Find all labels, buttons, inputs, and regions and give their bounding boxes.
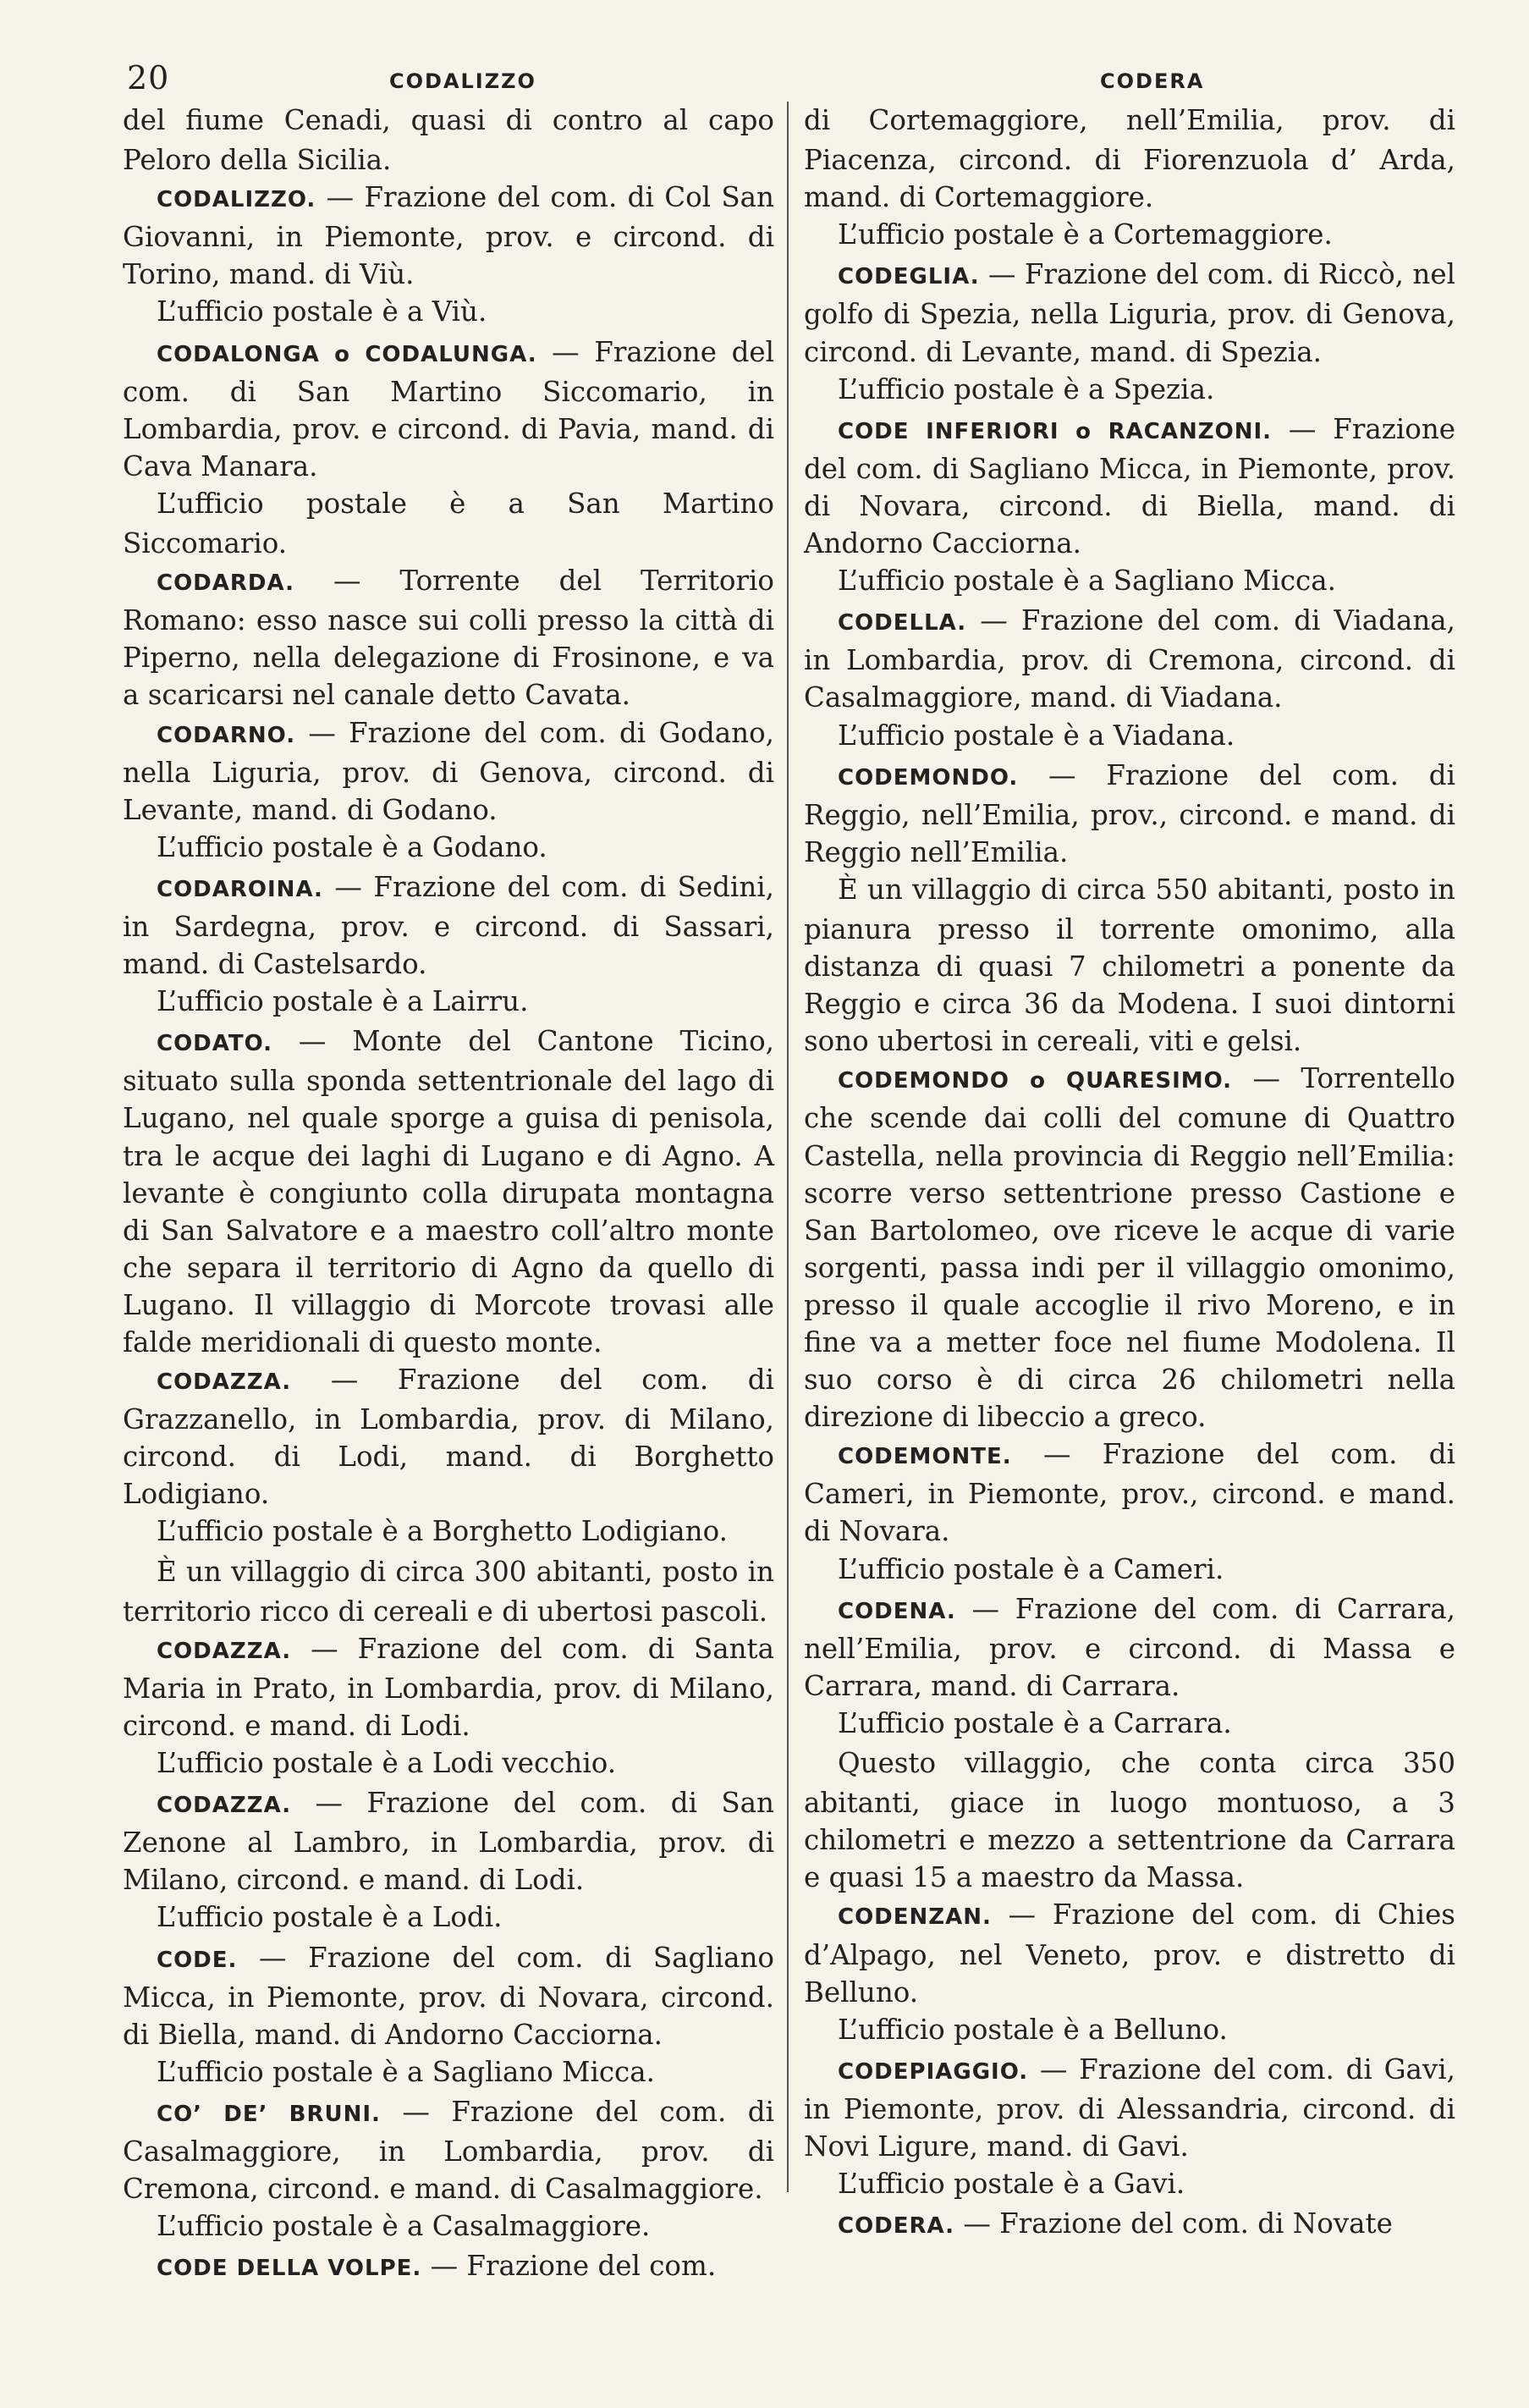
- entry-paragraph: [123, 1553, 774, 1630]
- entry-paragraph: [804, 1551, 1455, 1590]
- entry-text: L’ufficio postale è a Godano.: [157, 830, 547, 863]
- entry-headword: CODE INFERIORI o RACANZONI.: [838, 418, 1273, 444]
- entry-text: — Frazione del com. di Col San Giovanni, in Piemonte, prov. e circond. di Torino, mand. di Viù.: [123, 181, 774, 291]
- entry-headword: CODELLA.: [838, 610, 967, 636]
- entry-text: — Frazione del com. di Cameri, in Piemonte, prov., circond. e mand. di Novara.: [804, 1438, 1455, 1548]
- entry-paragraph: [804, 2051, 1455, 2165]
- entry-text: Questo villaggio, che conta circa 350 abitanti, giace in luogo montuoso, a 3 chilometri e mezzo a settentrione da Carrara e quasi 15 a maestro da Massa.: [804, 1747, 1455, 1894]
- entry-paragraph: [804, 602, 1455, 716]
- entry-text: — Frazione del com. di Gavi, in Piemonte, prov. di Alessandria, circond. di Novi Ligure, mand. di Gavi.: [804, 2053, 1455, 2163]
- entry-text: — Frazione del com. di Riccò, nel golfo di Spezia, nella Liguria, prov. di Genova, circond. di Levante, mand. di Spezia.: [804, 258, 1455, 368]
- entry-paragraph: [123, 1361, 774, 1513]
- entry-text: del fiume Cenadi, quasi di contro al capo Peloro della Sicilia.: [123, 104, 774, 177]
- entry-paragraph: [804, 1896, 1455, 2010]
- entry-paragraph: [804, 2165, 1455, 2205]
- entry-text: L’ufficio postale è a Casalmaggiore.: [157, 2210, 651, 2243]
- entry-paragraph: [804, 757, 1455, 871]
- entry-paragraph: [123, 2093, 774, 2207]
- entry-paragraph: [123, 562, 774, 714]
- entry-paragraph: [804, 2011, 1455, 2051]
- entry-text: L’ufficio postale è a San Martino Siccomario.: [123, 487, 774, 560]
- entry-text: L’ufficio postale è a Carrara.: [838, 1706, 1232, 1739]
- page-number: 20: [127, 59, 170, 96]
- entry-paragraph: [123, 485, 774, 562]
- entry-headword: CODALIZZO.: [157, 187, 316, 213]
- entry-paragraph: [123, 983, 774, 1022]
- entry-paragraph: [804, 216, 1455, 256]
- entry-text: L’ufficio postale è a Gavi.: [838, 2168, 1185, 2201]
- entry-paragraph: [123, 1744, 774, 1784]
- entry-text: — Frazione del com. di Carrara, nell’Emilia, prov. e circond. di Massa e Carrara, mand. di Carrara.: [804, 1592, 1455, 1702]
- entry-paragraph: [804, 1590, 1455, 1705]
- entry-headword: CODENZAN.: [838, 1904, 992, 1931]
- entry-text: L’ufficio postale è a Belluno.: [838, 2013, 1228, 2046]
- entry-paragraph: [804, 102, 1455, 216]
- entry-headword: CODAZZA.: [157, 1793, 292, 1819]
- entry-headword: CODEMONDO o QUARESIMO.: [838, 1068, 1233, 1094]
- entry-paragraph: [123, 179, 774, 293]
- entry-paragraph: [123, 2247, 774, 2287]
- entry-paragraph: [123, 714, 774, 829]
- entry-headword: CODEGLIA.: [838, 264, 980, 290]
- entry-text: L’ufficio postale è a Sagliano Micca.: [838, 565, 1336, 598]
- entry-paragraph: [804, 562, 1455, 602]
- entry-text: — Frazione del com. di Casalmaggiore, in Lombardia, prov. di Cremona, circond. e mand. di Casalmaggiore.: [123, 2095, 774, 2206]
- entry-text: di Cortemaggiore, nell’Emilia, prov. di Piacenza, circond. di Fiorenzuola d’ Arda, mand. di Cortemaggiore.: [804, 104, 1455, 214]
- entry-text: È un villaggio di circa 300 abitanti, posto in territorio ricco di cereali e di ubertosi pascoli.: [123, 1555, 774, 1628]
- entry-paragraph: [123, 2207, 774, 2247]
- entry-headword: CODAZZA.: [157, 1638, 292, 1664]
- entry-text: — Frazione del com. di Reggio, nell’Emilia, prov., circond. e mand. di Reggio nell’Emilia.: [804, 758, 1455, 868]
- entry-text: — Frazione del com.: [421, 2250, 717, 2283]
- entry-text: — Frazione del com. di Grazzanello, in Lombardia, prov. di Milano, circond. di Lodi, mand. di Borghetto Lodigiano.: [123, 1364, 774, 1511]
- entry-text: L’ufficio postale è a Lodi vecchio.: [157, 1747, 617, 1780]
- entry-paragraph: [804, 1435, 1455, 1550]
- entry-text: L’ufficio postale è a Sagliano Micca.: [157, 2055, 655, 2088]
- entry-paragraph: [804, 1705, 1455, 1744]
- running-head-right: CODERA: [1100, 69, 1205, 93]
- entry-text: L’ufficio postale è a Lodi.: [157, 1901, 503, 1934]
- entry-paragraph: [123, 2053, 774, 2093]
- entry-text: — Frazione del com. di Chies d’Alpago, nel Veneto, prov. e distretto di Belluno.: [804, 1898, 1455, 2009]
- entry-headword: CODE.: [157, 1947, 238, 1973]
- entry-text: — Frazione del com. di San Martino Siccomario, in Lombardia, prov. e circond. di Pavia, mand. di Cava Manara.: [123, 335, 775, 482]
- entry-paragraph: [804, 256, 1455, 370]
- entry-headword: CO’ DE’ BRUNI.: [157, 2101, 381, 2127]
- entry-headword: CODEMONDO.: [838, 764, 1019, 791]
- entry-headword: CODERA.: [838, 2213, 955, 2240]
- entry-paragraph: [804, 871, 1455, 1060]
- entry-paragraph: [804, 371, 1455, 411]
- entry-paragraph: [123, 293, 774, 333]
- entry-text: — Frazione del com. di Godano, nella Liguria, prov. di Genova, circond. di Levante, mand. di Godano.: [123, 716, 774, 826]
- entry-text: — Frazione del com. di Sagliano Micca, in Piemonte, prov. di Novara, circond. di Biella, mand. di Andorno Cacciorna.: [123, 1941, 774, 2051]
- entry-headword: CODAROINA.: [157, 876, 323, 902]
- entry-headword: CODALONGA o CODALUNGA.: [157, 341, 537, 367]
- entry-text: — Frazione del com. di Santa Maria in Prato, in Lombardia, prov. di Milano, circond. e mand. di Lodi.: [123, 1632, 774, 1742]
- entry-text: — Torrentello che scende dai colli del comune di Quattro Castella, nella provincia di Reggio nell’Emilia: scorre verso settentrione presso Castione e San Bartolomeo, ove riceve le acque di varie sorgenti, passa indi per il villaggio omonimo, presso il quale accoglie il rivo Moreno, e in fine va a metter foce nel fiume Modolena. Il suo corso è di circa 26 chilometri nella direzione di libeccio a greco.: [804, 1062, 1455, 1434]
- entry-text: — Torrente del Territorio Romano: esso nasce sui colli presso la città di Piperno, nella delegazione di Frosinone, e va a scaricarsi nel canale detto Cavata.: [123, 565, 774, 712]
- entry-paragraph: [123, 829, 774, 868]
- entry-headword: CODATO.: [157, 1031, 273, 1057]
- entry-text: L’ufficio postale è a Lairru.: [157, 985, 529, 1018]
- entry-paragraph: [123, 333, 774, 485]
- entry-paragraph: [804, 1060, 1455, 1435]
- entry-text: L’ufficio postale è a Spezia.: [838, 372, 1215, 405]
- entry-text: L’ufficio postale è a Cameri.: [838, 1552, 1224, 1585]
- page-header: [0, 59, 1529, 102]
- entry-paragraph: [123, 1630, 774, 1744]
- running-head-left: CODALIZZO: [389, 69, 536, 93]
- entry-text: — Frazione del com. di Sedini, in Sardegna, prov. e circond. di Sassari, mand. di Castelsardo.: [123, 870, 774, 981]
- entry-paragraph: [123, 868, 774, 983]
- entry-paragraph: [804, 1744, 1455, 1896]
- entry-text: L’ufficio postale è a Viadana.: [838, 719, 1235, 752]
- entry-paragraph: [123, 1784, 774, 1898]
- entry-text: — Frazione del com. di San Zenone al Lambro, in Lombardia, prov. di Milano, circond. e mand. di Lodi.: [123, 1787, 774, 1897]
- right-column: [804, 102, 1455, 2245]
- entry-paragraph: [123, 1022, 774, 1361]
- entry-paragraph: [123, 1898, 774, 1938]
- entry-headword: CODEPIAGGIO.: [838, 2058, 1029, 2085]
- entry-headword: CODENA.: [838, 1598, 956, 1624]
- column-divider: [787, 102, 789, 2192]
- entry-paragraph: [804, 717, 1455, 757]
- entry-text: L’ufficio postale è a Cortemaggiore.: [838, 218, 1333, 251]
- entry-headword: CODE DELLA VOLPE.: [157, 2256, 422, 2282]
- entry-paragraph: [123, 1939, 774, 2053]
- entry-headword: CODARDA.: [157, 570, 294, 597]
- entry-headword: CODEMONTE.: [838, 1444, 1012, 1470]
- entry-text: L’ufficio postale è a Viù.: [157, 295, 487, 328]
- entry-text: — Frazione del com. di Novate: [954, 2207, 1393, 2240]
- entry-text: — Frazione del com. di Viadana, in Lombardia, prov. di Cremona, circond. di Casalmaggiore, mand. di Viadana.: [804, 604, 1455, 714]
- entry-text: È un villaggio di circa 550 abitanti, posto in pianura presso il torrente omonimo, alla distanza di quasi 7 chilometri a ponente da Reggio e circa 36 da Modena. I suoi dintorni sono ubertosi in cereali, viti e gelsi.: [804, 873, 1455, 1058]
- entry-text: — Frazione del com. di Sagliano Micca, in Piemonte, prov. di Novara, circond. di Biella, mand. di Andorno Cacciorna.: [804, 412, 1455, 560]
- entry-text: — Monte del Cantone Ticino, situato sulla sponda settentrionale del lago di Lugano, nel quale sporge a guisa di penisola, tra le acque dei laghi di Lugano e di Agno. A levante è congiunto colla dirupata montagna di San Salvatore e a maestro coll’altro monte che separa il territorio di Agno da quello di Lugano. Il villaggio di Morcote trovasi alle falde meridionali di questo monte.: [123, 1025, 774, 1358]
- entry-paragraph: [804, 411, 1455, 562]
- entry-paragraph: [123, 1513, 774, 1552]
- entry-headword: CODARNO.: [157, 722, 296, 748]
- entry-paragraph: [804, 2205, 1455, 2245]
- left-column: [123, 102, 774, 2287]
- entry-paragraph: [123, 102, 774, 179]
- entry-text: L’ufficio postale è a Borghetto Lodigiano.: [157, 1515, 728, 1548]
- entry-headword: CODAZZA.: [157, 1369, 292, 1396]
